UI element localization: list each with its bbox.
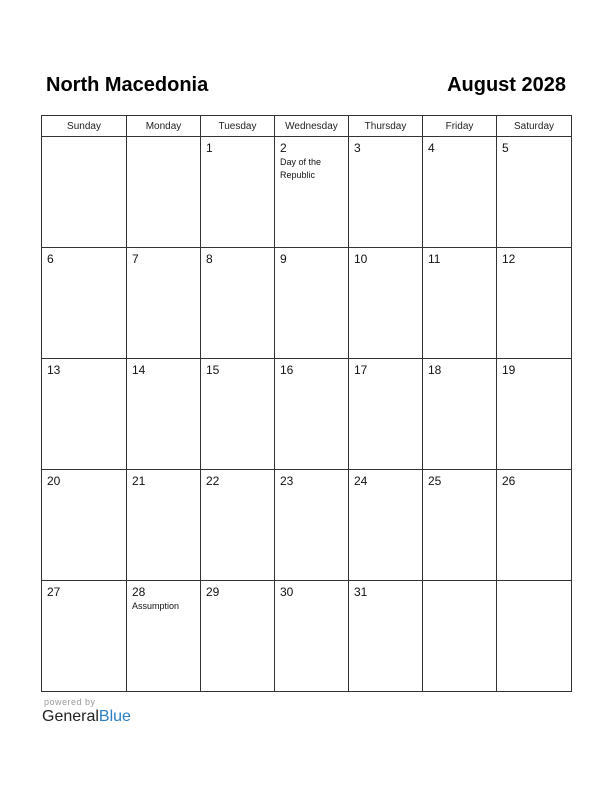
day-number: 24: [354, 474, 368, 488]
day-cell: [349, 470, 423, 581]
weekday-sunday: Sunday: [42, 116, 127, 137]
brand-part-general: General: [42, 708, 99, 725]
day-cell: [127, 470, 201, 581]
day-cell: [275, 137, 349, 248]
day-number: 4: [428, 141, 435, 155]
day-number: 16: [280, 363, 294, 377]
day-number: 26: [502, 474, 516, 488]
day-number: 8: [206, 252, 213, 266]
day-cell: [42, 470, 127, 581]
holiday-label: Day of the Republic: [280, 157, 322, 180]
week-row: [42, 359, 572, 470]
weekday-friday: Friday: [423, 116, 497, 137]
day-number: 27: [47, 585, 61, 599]
day-cell: [201, 137, 275, 248]
day-cell: [42, 581, 127, 692]
day-cell: [423, 137, 497, 248]
day-number: 2: [280, 141, 287, 155]
day-number: 17: [354, 363, 368, 377]
day-cell: [201, 359, 275, 470]
weekday-wednesday: Wednesday: [275, 116, 349, 137]
day-number: 28: [132, 585, 146, 599]
day-cell: [497, 137, 572, 248]
day-number: [42, 137, 126, 141]
day-number: [497, 581, 571, 585]
day-number: 1: [206, 141, 213, 155]
weekday-monday: Monday: [127, 116, 201, 137]
day-number: 31: [354, 585, 368, 599]
day-number: 29: [206, 585, 220, 599]
empty-day-cell: [423, 581, 497, 692]
day-number: 7: [132, 252, 139, 266]
day-number: 10: [354, 252, 368, 266]
empty-day-cell: [42, 137, 127, 248]
week-row: [42, 581, 572, 692]
day-cell: [275, 359, 349, 470]
day-number: 22: [206, 474, 220, 488]
day-cell: [127, 359, 201, 470]
day-cell: [275, 248, 349, 359]
day-cell: [423, 470, 497, 581]
day-number: [127, 137, 200, 141]
week-row: [42, 470, 572, 581]
day-cell: [275, 470, 349, 581]
day-number: 11: [428, 252, 441, 266]
powered-by-text: powered by: [44, 697, 96, 707]
day-cell: [423, 248, 497, 359]
empty-day-cell: [497, 581, 572, 692]
day-cell: [349, 581, 423, 692]
day-number: 14: [132, 363, 146, 377]
day-cell: [127, 248, 201, 359]
day-cell: [42, 248, 127, 359]
day-number: 19: [502, 363, 516, 377]
day-cell: [127, 581, 201, 692]
day-cell: [201, 248, 275, 359]
day-number: [423, 581, 496, 585]
day-number: 18: [428, 363, 442, 377]
week-row: [42, 248, 572, 359]
brand-part-blue: Blue: [98, 708, 131, 725]
calendar-grid: [41, 115, 572, 692]
day-cell: [497, 248, 572, 359]
day-cell: [275, 581, 349, 692]
day-number: 20: [47, 474, 61, 488]
day-cell: [349, 248, 423, 359]
weekday-tuesday: Tuesday: [201, 116, 275, 137]
footer-branding: [42, 697, 131, 726]
weekday-thursday: Thursday: [349, 116, 423, 137]
day-number: 25: [428, 474, 442, 488]
day-number: 23: [280, 474, 294, 488]
day-cell: [349, 137, 423, 248]
holiday-label: Assumption: [132, 601, 180, 611]
weekday-header-row: [42, 116, 572, 137]
day-cell: [497, 470, 572, 581]
day-number: 12: [502, 252, 516, 266]
day-number: 15: [206, 363, 220, 377]
day-number: 21: [132, 474, 146, 488]
day-number: 9: [280, 252, 287, 266]
day-cell: [497, 359, 572, 470]
day-cell: [201, 581, 275, 692]
empty-day-cell: [127, 137, 201, 248]
day-number: 5: [502, 141, 509, 155]
calendar-header: [46, 70, 566, 100]
day-number: 3: [354, 141, 361, 155]
generalblue-logo: [42, 708, 131, 726]
day-number: 6: [47, 252, 54, 266]
day-cell: [423, 359, 497, 470]
day-cell: [42, 359, 127, 470]
day-cell: [349, 359, 423, 470]
day-number: 13: [47, 363, 61, 377]
week-row: [42, 137, 572, 248]
weekday-saturday: Saturday: [497, 116, 572, 137]
month-year-title: August 2028: [447, 73, 566, 96]
day-number: 30: [280, 585, 294, 599]
day-cell: [201, 470, 275, 581]
country-title: North Macedonia: [46, 73, 209, 96]
